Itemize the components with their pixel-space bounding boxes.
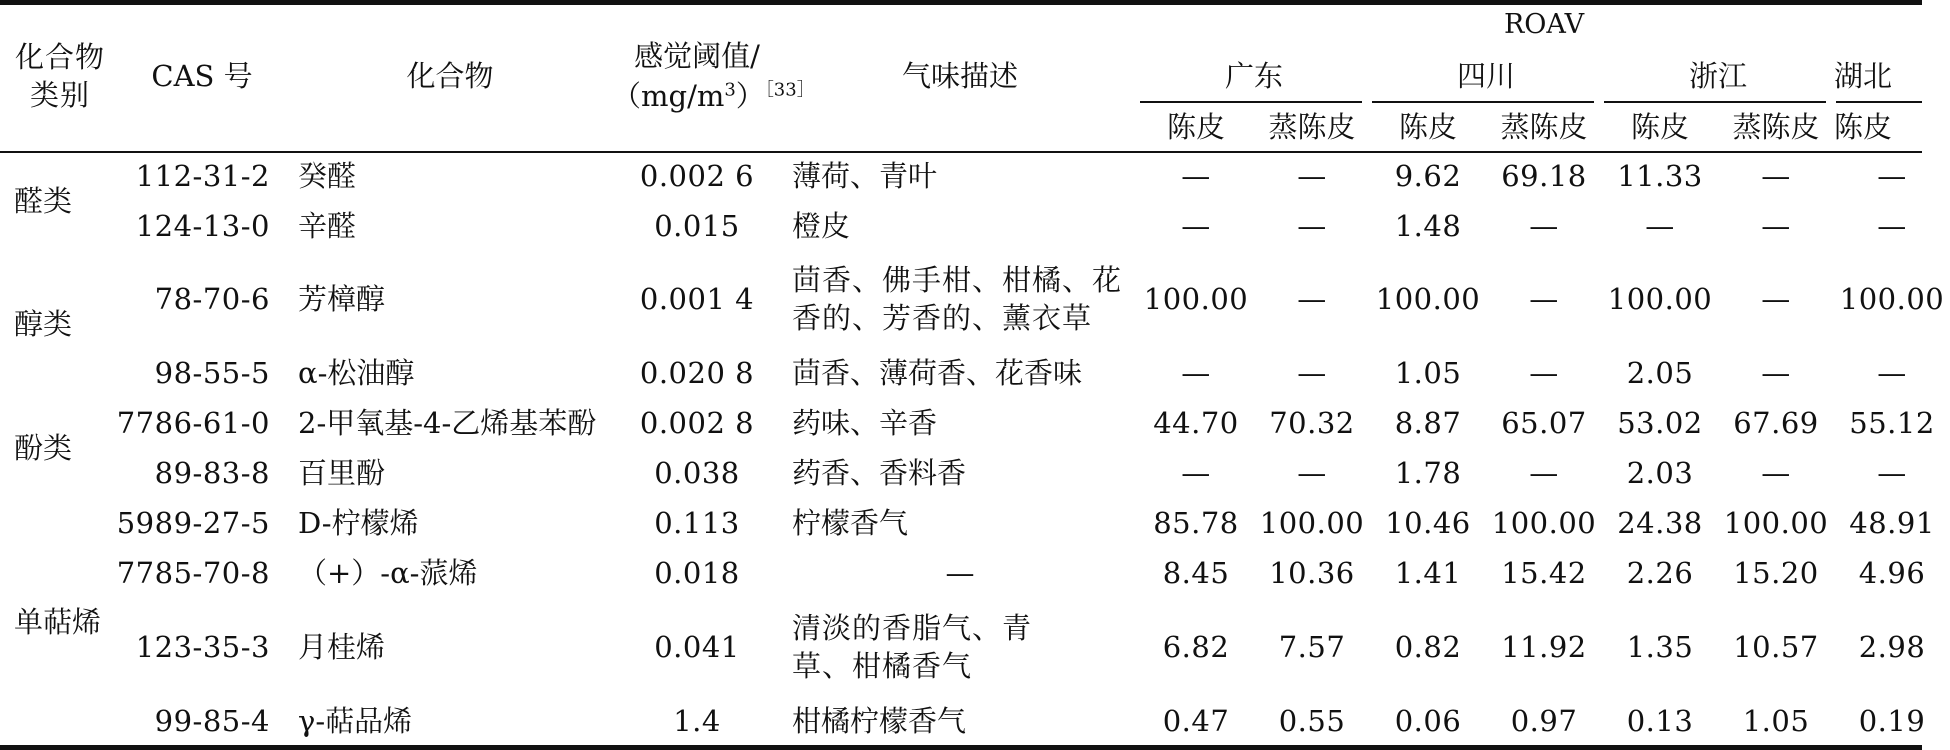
value-cell: 48.91 (1849, 506, 1935, 540)
value-cell: 0.13 (1626, 704, 1694, 738)
value-cell: 85.78 (1153, 506, 1239, 540)
value-cell: 11.33 (1617, 159, 1703, 193)
category-alcohols: 醇类 (14, 307, 73, 341)
value-cell: 2.03 (1626, 456, 1694, 490)
cas-cell: 7785-70-8 (116, 556, 270, 590)
value-cell: 65.07 (1501, 406, 1587, 440)
value-cell: 100.00 (1839, 282, 1945, 316)
value-cell: 67.69 (1733, 406, 1819, 440)
value-cell: — (1297, 456, 1327, 490)
compound-cell: 辛醛 (298, 208, 357, 243)
type-chenpi: 陈皮 (1398, 109, 1457, 144)
value-cell: 100.00 (1491, 506, 1597, 540)
value-cell: 1.05 (1742, 704, 1810, 738)
value-cell: — (1877, 356, 1907, 390)
value-cell: — (1181, 159, 1211, 193)
value-cell: — (1181, 456, 1211, 490)
value-cell: — (1761, 282, 1791, 316)
type-zhengchenpi: 蒸陈皮 (1268, 109, 1356, 144)
category-aldehydes: 醛类 (14, 183, 73, 218)
compound-cell: 癸醛 (298, 159, 357, 193)
value-cell: — (1181, 208, 1211, 243)
value-cell: 0.97 (1510, 704, 1578, 738)
odor-cell: 薄荷、青叶 (792, 159, 938, 193)
odor-cell: 橙皮 (792, 208, 851, 243)
value-cell: 1.78 (1394, 456, 1462, 490)
value-cell: 70.32 (1269, 406, 1355, 440)
cas-cell: 112-31-2 (135, 159, 270, 193)
compound-cell: （+）-α-蒎烯 (298, 556, 478, 590)
table-row (4, 348, 1950, 398)
value-cell: 10.57 (1733, 630, 1819, 664)
table-row (4, 548, 1950, 598)
header-cas: CAS 号 (151, 58, 253, 93)
value-cell: 2.98 (1858, 630, 1926, 664)
compound-cell: γ-萜品烯 (298, 704, 413, 738)
value-cell: — (1761, 356, 1791, 390)
value-cell: 55.12 (1849, 406, 1935, 440)
cas-cell: 5989-27-5 (116, 506, 270, 540)
value-cell: 10.46 (1385, 506, 1471, 540)
value-cell: — (1761, 456, 1791, 490)
value-cell: 69.18 (1501, 159, 1587, 193)
value-cell: 8.45 (1162, 556, 1230, 590)
odor-cell: 茴香、佛手柑、柑橘、花香的、芳香的、薰衣草 (792, 263, 1123, 335)
compound-cell: D-柠檬烯 (298, 506, 419, 540)
value-cell: 0.47 (1162, 704, 1230, 738)
threshold-cell: 0.020 8 (639, 356, 755, 390)
threshold-unit-text: $(mg/m^3)$ (612, 78, 765, 113)
cas-cell: 124-13-0 (135, 208, 270, 243)
value-cell: 2.05 (1626, 356, 1694, 390)
value-cell: 7.57 (1278, 630, 1346, 664)
threshold-cell: 0.113 (654, 506, 740, 540)
value-cell: 0.82 (1394, 630, 1462, 664)
region-sichuan: 四川 (1456, 59, 1515, 93)
category-phenols: 酚类 (14, 431, 73, 465)
compound-cell: 月桂烯 (298, 630, 386, 664)
value-cell: 44.70 (1153, 406, 1239, 440)
odor-cell: 清淡的香脂气、青草、柑橘香气 (792, 611, 1033, 683)
cas-cell: 89-83-8 (154, 456, 270, 490)
threshold-ref: ［33］ (764, 78, 815, 100)
odor-cell: — (945, 556, 975, 590)
value-cell: 6.82 (1162, 630, 1230, 664)
threshold-cell: 0.018 (654, 556, 740, 590)
odor-cell: 柑橘柠檬香气 (792, 704, 967, 738)
compound-cell: 芳樟醇 (298, 282, 386, 316)
value-cell: 100.00 (1607, 282, 1713, 316)
value-cell: — (1877, 208, 1907, 243)
value-cell: — (1529, 356, 1559, 390)
unit-superscript: 3 (724, 78, 736, 100)
odor-cell: 药香、香料香 (792, 456, 967, 490)
threshold-unit (612, 76, 815, 116)
value-cell: — (1761, 208, 1791, 243)
region-zhejiang: 浙江 (1688, 59, 1747, 93)
header-compound: 化合物 (406, 58, 494, 93)
header-threshold (612, 0, 815, 151)
type-zhengchenpi: 蒸陈皮 (1732, 109, 1820, 144)
threshold-cell: 0.002 8 (639, 406, 755, 440)
value-cell: 1.41 (1394, 556, 1462, 590)
compound-cell: 2-甲氧基-4-乙烯基苯酚 (298, 406, 597, 440)
value-cell: 15.42 (1501, 556, 1587, 590)
value-cell: 0.55 (1278, 704, 1346, 738)
value-cell: 11.92 (1501, 630, 1587, 664)
value-cell: 100.00 (1375, 282, 1481, 316)
value-cell: — (1877, 456, 1907, 490)
value-cell: 0.06 (1394, 704, 1462, 738)
type-chenpi: 陈皮 (1166, 109, 1225, 144)
table-row (4, 448, 1950, 498)
odor-cell: 柠檬香气 (792, 506, 909, 540)
header-category: 化合物 类别 (14, 39, 105, 112)
cas-cell: 123-35-3 (135, 630, 270, 664)
table-row (4, 250, 1950, 348)
value-cell: 0.19 (1858, 704, 1926, 738)
value-cell: 24.38 (1617, 506, 1703, 540)
cas-cell: 7786-61-0 (116, 406, 270, 440)
threshold-cell: 0.002 6 (639, 159, 755, 193)
value-cell: 2.26 (1626, 556, 1694, 590)
value-cell: 100.00 (1143, 282, 1249, 316)
value-cell: 10.36 (1269, 556, 1355, 590)
cas-cell: 98-55-5 (154, 356, 270, 390)
value-cell: — (1761, 159, 1791, 193)
region-guangdong: 广东 (1224, 59, 1283, 93)
value-cell: 1.05 (1394, 356, 1462, 390)
value-cell: — (1529, 282, 1559, 316)
table-row (4, 498, 1950, 548)
value-cell: 8.87 (1394, 406, 1462, 440)
category-monoterpenes: 单萜烯 (14, 605, 102, 639)
value-cell: 4.96 (1858, 556, 1926, 590)
value-cell: 15.20 (1733, 556, 1819, 590)
table-row (4, 201, 1950, 250)
value-cell: — (1297, 356, 1327, 390)
value-cell: — (1645, 208, 1675, 243)
threshold-label: 感觉阈值/ (634, 38, 760, 73)
table-row (4, 151, 1950, 201)
value-cell: — (1529, 208, 1559, 243)
value-cell: — (1529, 456, 1559, 490)
odor-cell: 茴香、薄荷香、花香味 (792, 356, 1083, 390)
cas-cell: 99-85-4 (154, 704, 270, 738)
value-cell: — (1181, 356, 1211, 390)
table-row (4, 696, 1950, 746)
region-hubei: 湖北 (1834, 59, 1893, 93)
threshold-cell: 0.041 (654, 630, 740, 664)
threshold-cell: 1.4 (673, 704, 721, 738)
value-cell: 100.00 (1723, 506, 1829, 540)
compound-cell: 百里酚 (298, 456, 386, 490)
threshold-cell: 0.001 4 (639, 282, 755, 316)
value-cell: — (1877, 159, 1907, 193)
value-cell: 1.35 (1626, 630, 1694, 664)
value-cell: 53.02 (1617, 406, 1703, 440)
header-roav: ROAV (1503, 9, 1585, 40)
table-row (4, 398, 1950, 448)
value-cell: 100.00 (1259, 506, 1365, 540)
value-cell: 1.48 (1394, 208, 1462, 243)
header-odor: 气味描述 (901, 58, 1018, 93)
value-cell: 9.62 (1394, 159, 1462, 193)
value-cell: — (1297, 208, 1327, 243)
table-row (4, 598, 1950, 696)
compound-cell: α-松油醇 (298, 356, 415, 390)
type-zhengchenpi: 蒸陈皮 (1500, 109, 1588, 144)
odor-cell: 药味、辛香 (792, 406, 938, 440)
cas-cell: 78-70-6 (154, 282, 270, 316)
type-chenpi: 陈皮 (1630, 109, 1689, 144)
value-cell: — (1297, 159, 1327, 193)
threshold-cell: 0.038 (654, 456, 740, 490)
type-chenpi: 陈皮 (1834, 109, 1893, 144)
roav-table (4, 0, 1950, 746)
threshold-cell: 0.015 (654, 208, 740, 243)
value-cell: — (1297, 282, 1327, 316)
